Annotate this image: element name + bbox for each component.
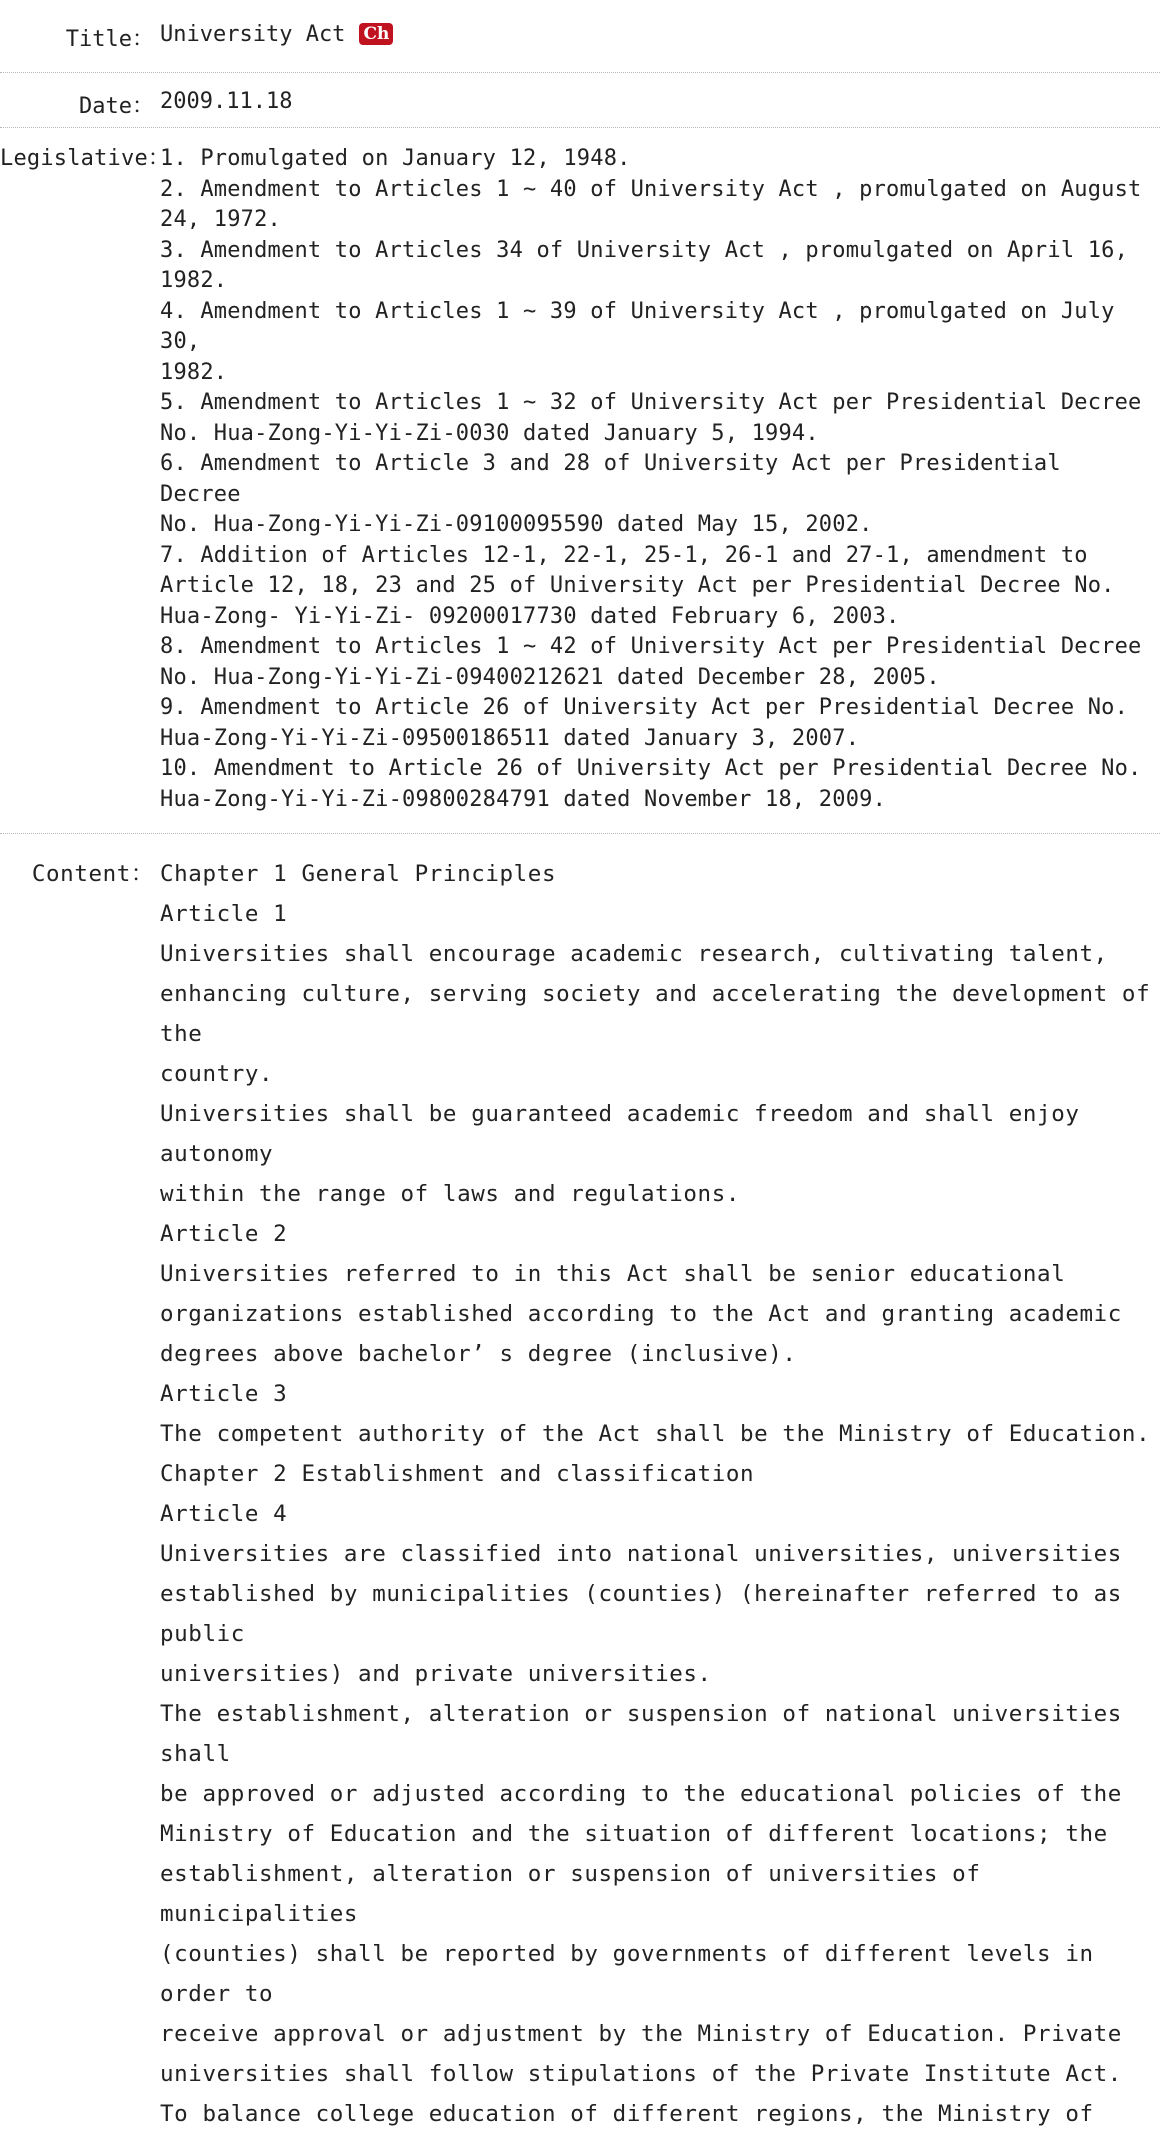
legislative-line: 5. Amendment to Articles 1 ~ 32 of University Act per Presidential Decree bbox=[160, 390, 1142, 415]
content-line: be approved or adjusted according to the educational policies of the bbox=[160, 1781, 1122, 1807]
content-line: Chapter 1 General Principles bbox=[160, 861, 557, 887]
content-line: universities) and private universities. bbox=[160, 1661, 712, 1687]
legislative-line: Hua-Zong-Yi-Yi-Zi-09800284791 dated November 18, 2009. bbox=[160, 786, 887, 812]
content-line: Chapter 2 Establishment and classification bbox=[160, 1461, 755, 1487]
title-row bbox=[0, 0, 1160, 73]
content-line: degrees above bachelor’ s degree (inclusive). bbox=[160, 1341, 797, 1367]
content-line: established by municipalities (counties) (hereinafter referred to as public bbox=[160, 1581, 1122, 1647]
content-line: Universities referred to in this Act shall be senior educational bbox=[160, 1261, 1066, 1287]
content-line: Article 2 bbox=[160, 1221, 288, 1247]
legislative-line: No. Hua-Zong-Yi-Yi-Zi-09400212621 dated December 28, 2005. bbox=[160, 664, 940, 690]
legislative-line: 8. Amendment to Articles 1 ~ 42 of University Act per Presidential Decree bbox=[160, 634, 1142, 659]
content-line: (counties) shall be reported by governments of different levels in order to bbox=[160, 1941, 1094, 2007]
content-line: country. bbox=[160, 1061, 274, 1087]
content-label: Content： bbox=[31, 861, 154, 887]
legislative-line: 3. Amendment to Articles 34 of University Act , promulgated on April 16, bbox=[160, 237, 1129, 263]
legislative-row bbox=[0, 128, 1160, 834]
content-line: Universities are classified into national universities, universities bbox=[160, 1541, 1122, 1567]
content-line: Universities shall be guaranteed academic freedom and shall enjoy autonomy bbox=[160, 1101, 1080, 1167]
content-line: To balance college education of different regions, the Ministry of bbox=[160, 2101, 1094, 2127]
date-label: Date： bbox=[79, 94, 154, 119]
title-value-cell bbox=[160, 22, 1160, 47]
legislative-line: No. Hua-Zong-Yi-Yi-Zi-0030 dated January 5, 1994. bbox=[160, 420, 819, 446]
legislative-line: 4. Amendment to Articles 1 ~ 39 of University Act , promulgated on July 30, bbox=[160, 298, 1115, 354]
content-row bbox=[0, 834, 1160, 2134]
legislative-line: 1982. bbox=[160, 268, 228, 293]
date-value: 2009.11.18 bbox=[160, 89, 293, 114]
content-body bbox=[160, 854, 1160, 2134]
content-line: establishment, alteration or suspension of universities of municipalities bbox=[160, 1861, 981, 1927]
content-line: The competent authority of the Act shall be the Ministry of Education. bbox=[160, 1421, 1151, 1447]
content-line: within the range of laws and regulations. bbox=[160, 1181, 740, 1207]
content-line: Ministry of Education and the situation of different locations; the bbox=[160, 1821, 1108, 1847]
legislative-line: 9. Amendment to Article 26 of University Act per Presidential Decree No. bbox=[160, 695, 1129, 720]
legislative-line: 24, 1972. bbox=[160, 207, 282, 232]
content-line: Article 4 bbox=[160, 1501, 288, 1527]
content-line: The establishment, alteration or suspension of national universities shall bbox=[160, 1701, 1122, 1767]
title-label: Title： bbox=[65, 27, 154, 52]
content-line: receive approval or adjustment by the Ministry of Education. Private bbox=[160, 2021, 1122, 2047]
content-line: enhancing culture, serving society and accelerating the development of the bbox=[160, 981, 1151, 1047]
legislative-label: Legislative： bbox=[0, 146, 171, 171]
legislative-line: 6. Amendment to Article 3 and 28 of University Act per Presidential Decree bbox=[160, 451, 1061, 507]
legislative-line: 1. Promulgated on January 12, 1948. bbox=[160, 146, 631, 171]
content-line: organizations established according to the Act and granting academic bbox=[160, 1301, 1122, 1327]
content-line: Article 1 bbox=[160, 901, 288, 927]
legislative-line: Hua-Zong-Yi-Yi-Zi-09500186511 dated January 3, 2007. bbox=[160, 725, 860, 751]
legislative-line: 1982. bbox=[160, 359, 228, 385]
content-line: Article 3 bbox=[160, 1381, 288, 1407]
legislative-line: Article 12, 18, 23 and 25 of University Act per Presidential Decree No. bbox=[160, 573, 1115, 598]
chinese-version-badge[interactable]: Ch bbox=[359, 23, 393, 45]
legislative-line: 10. Amendment to Article 26 of University Act per Presidential Decree No. bbox=[160, 756, 1142, 781]
legislative-line: 7. Addition of Articles 12-1, 22-1, 25-1, 26-1 and 27-1, amendment to bbox=[160, 542, 1088, 568]
legislative-history bbox=[160, 144, 1160, 815]
date-row bbox=[0, 73, 1160, 128]
document-title: University Act bbox=[160, 22, 346, 47]
legislative-line: No. Hua-Zong-Yi-Yi-Zi-09100095590 dated May 15, 2002. bbox=[160, 512, 873, 537]
legislative-line: 2. Amendment to Articles 1 ~ 40 of University Act , promulgated on August bbox=[160, 176, 1142, 202]
content-line: Universities shall encourage academic research, cultivating talent, bbox=[160, 941, 1108, 967]
legislative-line: Hua-Zong- Yi-Yi-Zi- 09200017730 dated February 6, 2003. bbox=[160, 603, 900, 629]
content-line: universities shall follow stipulations of the Private Institute Act. bbox=[160, 2061, 1122, 2087]
